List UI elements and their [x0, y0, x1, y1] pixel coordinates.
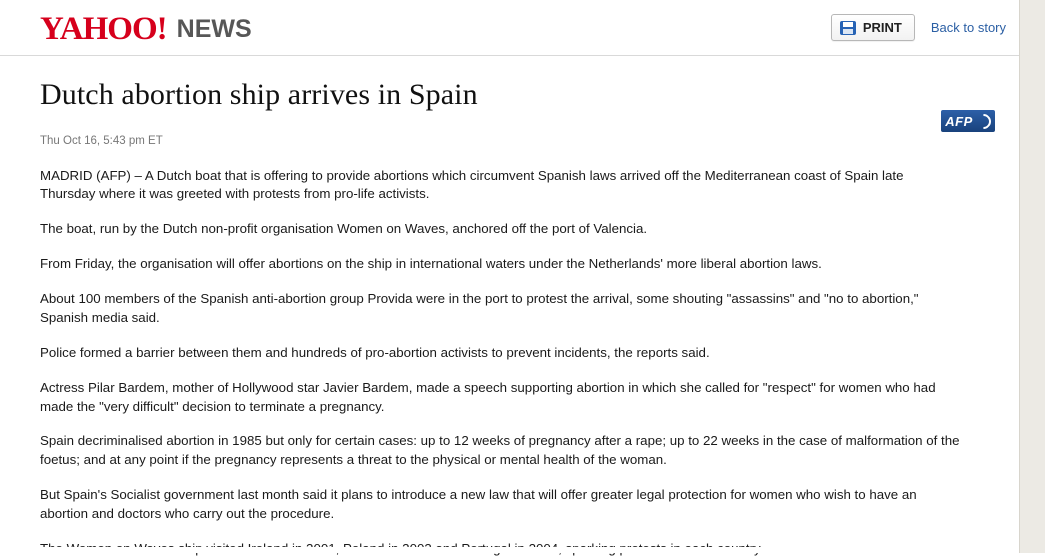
print-button-label: PRINT: [862, 20, 902, 35]
article-paragraph: MADRID (AFP) – A Dutch boat that is offering to provide abortions which circumvent Spanish laws arrived off the Mediterranean coast of Spain late Thursday where it was greeted with protests from pro-life activists.: [40, 167, 904, 202]
article-paragraph: The boat, run by the Dutch non-profit organisation Women on Waves, anchored off the port of Valencia.: [40, 221, 648, 237]
article-paragraph: Spain decriminalised abortion in 1985 but only for certain cases: up to 12 weeks of pregnancy after a rape; up to 22 weeks in the case of malformation of the foetus; and at any point if the pregnancy represents a threat to the physical or mental health of the woman.: [40, 433, 960, 468]
article-paragraph: About 100 members of the Spanish anti-abortion group Provida were in the port to protest the arrival, some shouting "assassins" and "no to abortion," Spanish media said.: [40, 291, 919, 325]
yahoo-logo[interactable]: YAHOO!: [40, 11, 167, 47]
page-title: Dutch abortion ship arrives in Spain: [40, 78, 478, 111]
article-paragraph: But Spain's Socialist government last month said it plans to introduce a new law that will offer greater legal protection for women who wish to have an abortion and doctors who carry out the procedure.: [40, 487, 917, 521]
article-timestamp: Thu Oct 16, 5:43 pm ET: [40, 134, 163, 147]
page-right-gutter: [1019, 0, 1045, 553]
print-button[interactable]: [831, 14, 915, 41]
afp-logo: [941, 110, 995, 132]
article-paragraph: Actress Pilar Bardem, mother of Hollywood star Javier Bardem, made a speech supporting abortion in which she called for "respect" for women who had made the "very difficult" decision to terminate a pregnancy.: [40, 379, 936, 414]
afp-logo-text: AFP: [945, 113, 973, 129]
article-container: [0, 56, 1020, 559]
header-actions: [831, 14, 1006, 41]
article-paragraph: From Friday, the organisation will offer abortions on the ship in international waters under the Netherlands' more liberal abortion laws.: [40, 256, 822, 272]
back-to-story-link[interactable]: Back to story: [930, 20, 1006, 35]
article-paragraph: Police formed a barrier between them and hundreds of pro-abortion activists to prevent incidents, the reports said.: [40, 344, 710, 360]
news-section-label: NEWS: [176, 15, 252, 43]
article-body: [40, 167, 960, 559]
page-bottom-strip: [0, 547, 1020, 553]
site-header: [0, 0, 1020, 56]
printer-icon: [840, 21, 856, 35]
afp-swoosh-icon: [973, 110, 994, 131]
site-brand[interactable]: [40, 11, 252, 47]
